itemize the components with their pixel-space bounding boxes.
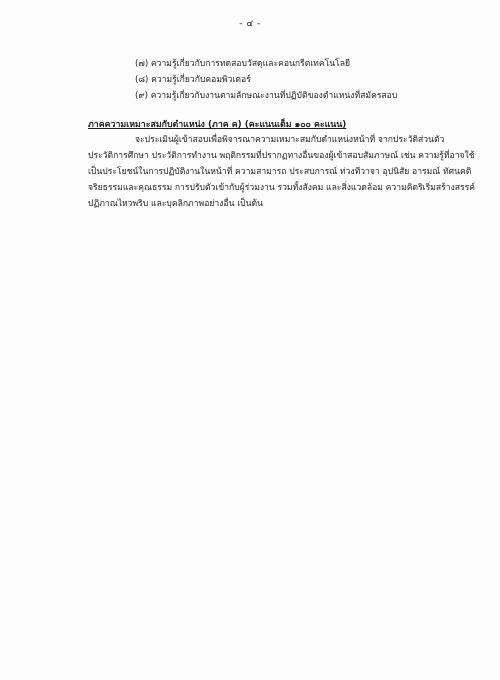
assessment-paragraph: [88, 132, 476, 212]
paragraph-line: ประวัติการศึกษา ประวัติการทำงาน พฤติกรรมที่ปรากฏทางอื่นของผู้เข้าสอบสัมภาษณ์ เช่น ความรู้ที่อาจใช้: [88, 151, 475, 161]
list-item: (๗) ความรู้เกี่ยวกับการทดสอบวัสดุและคอนกรีตเทคโนโลยี: [135, 59, 351, 69]
page-number: - ๔ -: [239, 19, 261, 29]
paragraph-line: เป็นประโยชน์ในการปฏิบัติงานในหน้าที่ ความสามารถ ประสบการณ์ ท่วงทีวาจา อุปนิสัย อารมณ์ ทัศนคติ: [88, 167, 472, 177]
paragraph-line: ปฏิภาณไหวพริบ และบุคลิกภาพอย่างอื่น เป็นต้น: [88, 199, 263, 209]
paragraph-line: จะประเมินผู้เข้าสอบเพื่อพิจารณาความเหมาะสมกับตำแหน่งหน้าที่ จากประวัติส่วนตัว: [135, 135, 445, 145]
list-item: (๙) ความรู้เกี่ยวกับงานตามลักษณะงานที่ปฏิบัติของตำแหน่งที่สมัครสอบ: [135, 91, 398, 101]
list-item: (๘) ความรู้เกี่ยวกับคอมพิวเตอร์: [135, 75, 251, 85]
knowledge-list: [135, 56, 397, 104]
paragraph-line: จริยธรรมและคุณธรรม การปรับตัวเข้ากับผู้ร่วมงาน รวมทั้งสังคม และสิ่งแวดล้อม ความคิดริเริ่มสร้างสรรค์: [88, 183, 476, 193]
section-heading: ภาคความเหมาะสมกับตำแหน่ง (ภาค ค) (คะแนนเต็ม ๑๐๐ คะแนน): [88, 120, 347, 130]
